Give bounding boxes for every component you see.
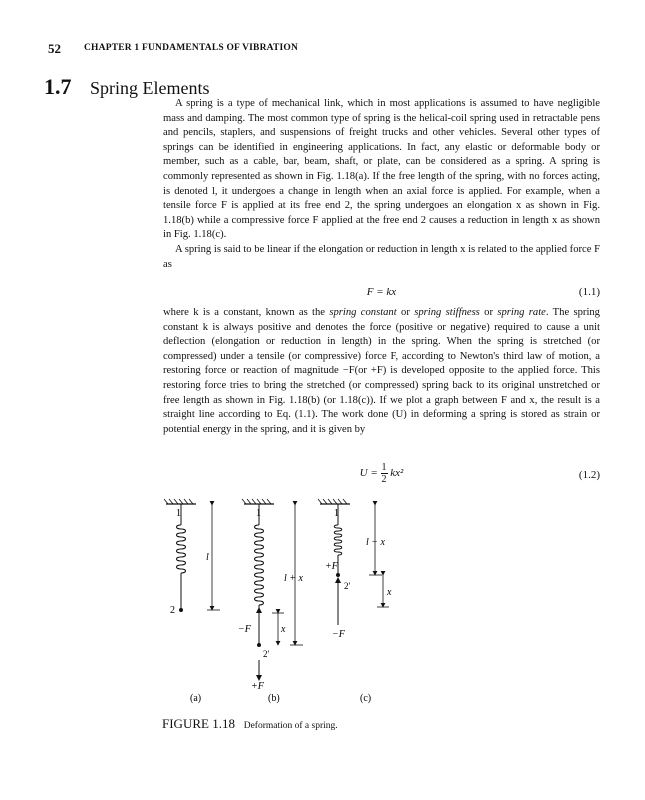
end-point-c [336, 573, 340, 577]
term-spring-stiffness: spring stiffness [414, 307, 480, 318]
support-hatch-a [164, 499, 193, 504]
equation-1-2-body [163, 462, 600, 485]
force-label: +F [325, 561, 338, 572]
support-hatch-b [242, 499, 271, 504]
dimension-label: l − x [366, 537, 385, 548]
paragraph-text: or [479, 307, 498, 318]
term-spring-rate: spring rate [497, 307, 546, 318]
spring-c-diagram [318, 499, 392, 640]
end-point-a [179, 608, 183, 612]
dimension-label: x [281, 624, 286, 635]
spring-a-diagram [164, 499, 220, 616]
fraction-numerator: 1 [381, 462, 387, 473]
panel-label: (b) [268, 693, 280, 704]
coil-spring-c [334, 525, 342, 555]
node-label: 2 [170, 605, 175, 616]
page-number: 52 [48, 41, 61, 56]
node-label: 1 [176, 508, 181, 519]
node-label: 2′ [263, 649, 270, 659]
paragraph-text: or [396, 307, 415, 318]
equation-1-2-number: (1.2) [578, 469, 600, 481]
support-hatch-c [318, 499, 347, 504]
paragraph-spring-constant [163, 306, 600, 437]
equation-1-2-lhs: U = [359, 467, 378, 480]
force-label: +F [251, 681, 264, 692]
spring-deformation-figure [160, 495, 410, 705]
end-point-b [257, 643, 261, 647]
panel-label: (a) [190, 693, 202, 704]
node-label: 1 [334, 508, 339, 519]
fraction-one-half [381, 462, 388, 485]
section-title: Spring Elements [90, 78, 210, 98]
paragraph-intro: A spring is a type of mechanical link, which in most applications is assumed to have negligible mass and damping. The most common type of spring is the helical-coil spring used in retractable pens and pencils, staplers, and suspensions of freight trucks and other vehicles. Several other types of springs can be identified in engineering applications. In fact, any elastic or deformable body or member, such as a cable, bar, beam, shaft, or plate, can be considered as a spring. A spring is commonly represented as shown in Fig. 1.18(a). If the free length of the spring, with no forces acting, is denoted l, it undergoes a change in length when an axial force is applied. For example, when a tensile force F is applied at its free end 2, the spring undergoes an elongation x as shown in Fig. 1.18(b) while a compressive force F applied at the free end 2 causes a reduction in length x as shown in Fig. 1.18(c). [163, 98, 600, 241]
paragraph-text: where k is a constant, known as the [163, 307, 330, 318]
force-label: −F [332, 629, 345, 640]
section-number: 1.7 [44, 74, 72, 99]
equation-1-2-rhs: kx² [390, 467, 404, 480]
spring-b-diagram [238, 499, 304, 692]
term-spring-constant: spring constant [329, 307, 397, 318]
paragraph-linear-spring: A spring is said to be linear if the elongation or reduction in length x is related to the applied force F as [163, 244, 600, 270]
figure-caption-text: Deformation of a spring. [243, 721, 338, 731]
coil-spring-a [177, 525, 186, 573]
force-label: −F [238, 624, 251, 635]
equation-1-1-body: F = kx [366, 286, 397, 298]
node-label: 1 [256, 508, 261, 519]
paragraph-text: . The spring constant k is always positive and denotes the force (positive or negative) required to cause a unit deflection (elongation or reduction in length) in the spring. When the spring is stretched (or compressed) under a tensile (or compressive) force F, according to Newton's third law of motion, a restoring force or reaction of magnitude −F(or +F) is developed opposite to the applied force. This restoring force tries to bring the stretched (or compressed) spring back to its original unstretched or free length as shown in Fig. 1.18(b) (or 1.18(c)). If we plot a graph between F and x, the result is a straight line according to Eq. (1.1). The work done (U) in deforming a spring is stored as strain or potential energy in the spring, and it is given by [163, 307, 600, 435]
equation-1-1 [163, 286, 600, 302]
coil-spring-b [255, 525, 264, 605]
equation-1-1-number: (1.1) [578, 286, 600, 298]
dimension-label: x [387, 587, 392, 598]
figure-caption [162, 716, 338, 732]
panel-label: (c) [360, 693, 372, 704]
dimension-label: l [206, 552, 209, 563]
node-label: 2′ [344, 581, 351, 591]
equation-1-2 [163, 462, 600, 490]
figure-number: FIGURE 1.18 [162, 716, 235, 731]
fraction-denominator: 2 [381, 474, 387, 485]
dimension-label: l + x [284, 573, 303, 584]
running-header: CHAPTER 1 FUNDAMENTALS OF VIBRATION [84, 43, 299, 53]
